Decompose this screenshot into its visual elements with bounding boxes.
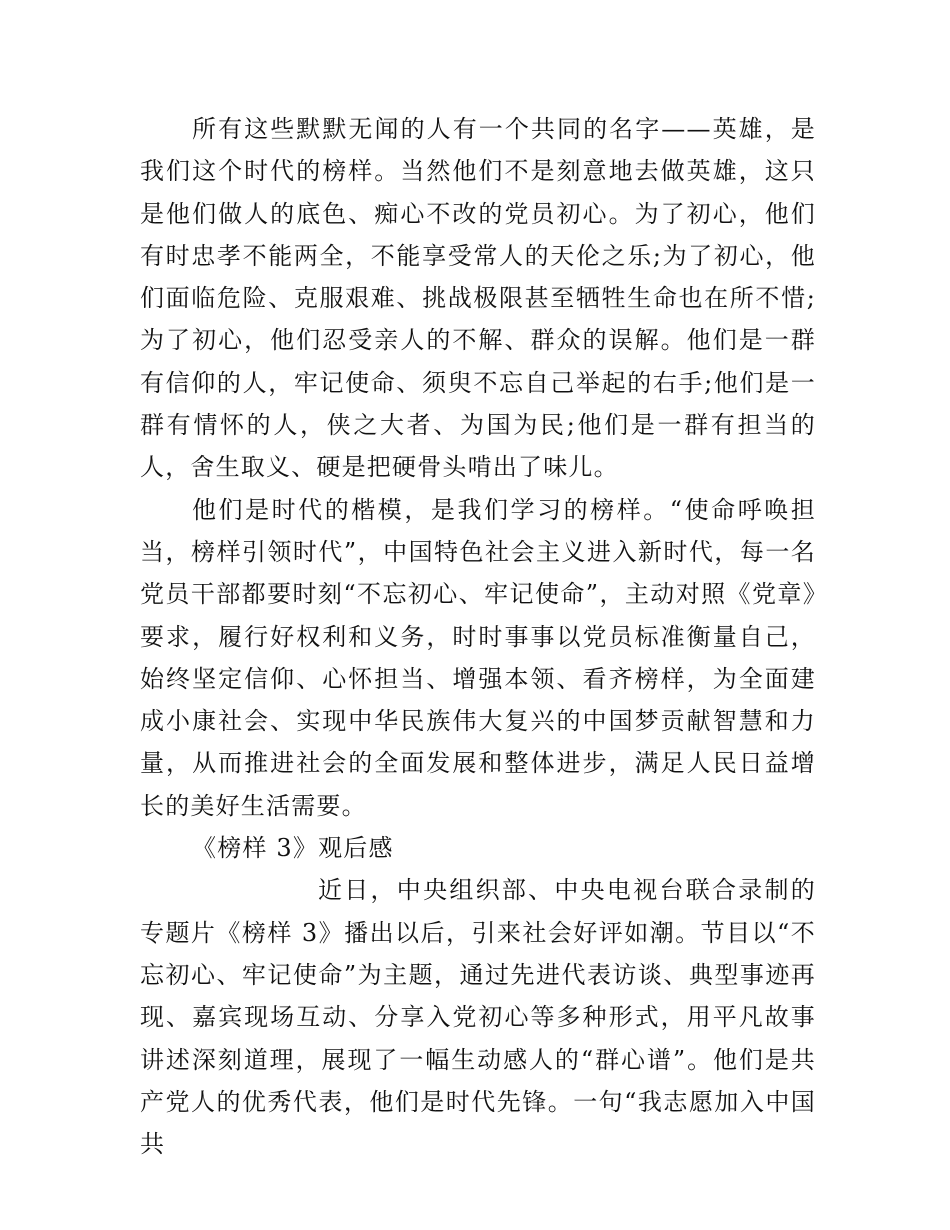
paragraph-review: 近日，中央组织部、中央电视台联合录制的专题片《榜样 3》播出以后，引来社会好评如潮。节目以“不忘初心、牢记使命”为主题，通过先进代表访谈、典型事迹再现、嘉宾现场互动、分享入党初心等多种形式，用平凡故事讲述深刻道理，展现了一幅生动感人的“群心谱”。他们是共产党人的优秀代表，他们是时代先锋。一句“我志愿加入中国共 — [140, 876, 816, 1159]
paragraph-heroes: 所有这些默默无闻的人有一个共同的名字——英雄，是我们这个时代的榜样。当然他们不是刻意地去做英雄，这只是他们做人的底色、痴心不改的党员初心。为了初心，他们有时忠孝不能两全，不能享受常人的天伦之乐;为了初心，他们面临危险、克服艰难、挑战极限甚至牺牲生命也在所不惜;为了初心，他们忍受亲人的不解、群众的误解。他们是一群有信仰的人，牢记使命、须臾不忘自己举起的右手;他们是一群有情怀的人，侠之大者、为国为民;他们是一群有担当的人，舍生取义、硬是把硬骨头啃出了味儿。 — [140, 115, 816, 482]
document-body — [140, 108, 816, 1165]
paragraph-role-models: 他们是时代的楷模，是我们学习的榜样。“使命呼唤担当，榜样引领时代”，中国特色社会主义进入新时代，每一名党员干部都要时刻“不忘初心、牢记使命”，主动对照《党章》要求，履行好权利和义务，时时事事以党员标准衡量自己，始终坚定信仰、心怀担当、增强本领、看齐榜样，为全面建成小康社会、实现中华民族伟大复兴的中国梦贡献智慧和力量，从而推进社会的全面发展和整体进步，满足人民日益增长的美好生活需要。 — [140, 495, 816, 820]
section-title: 《榜样 3》观后感 — [192, 834, 394, 863]
